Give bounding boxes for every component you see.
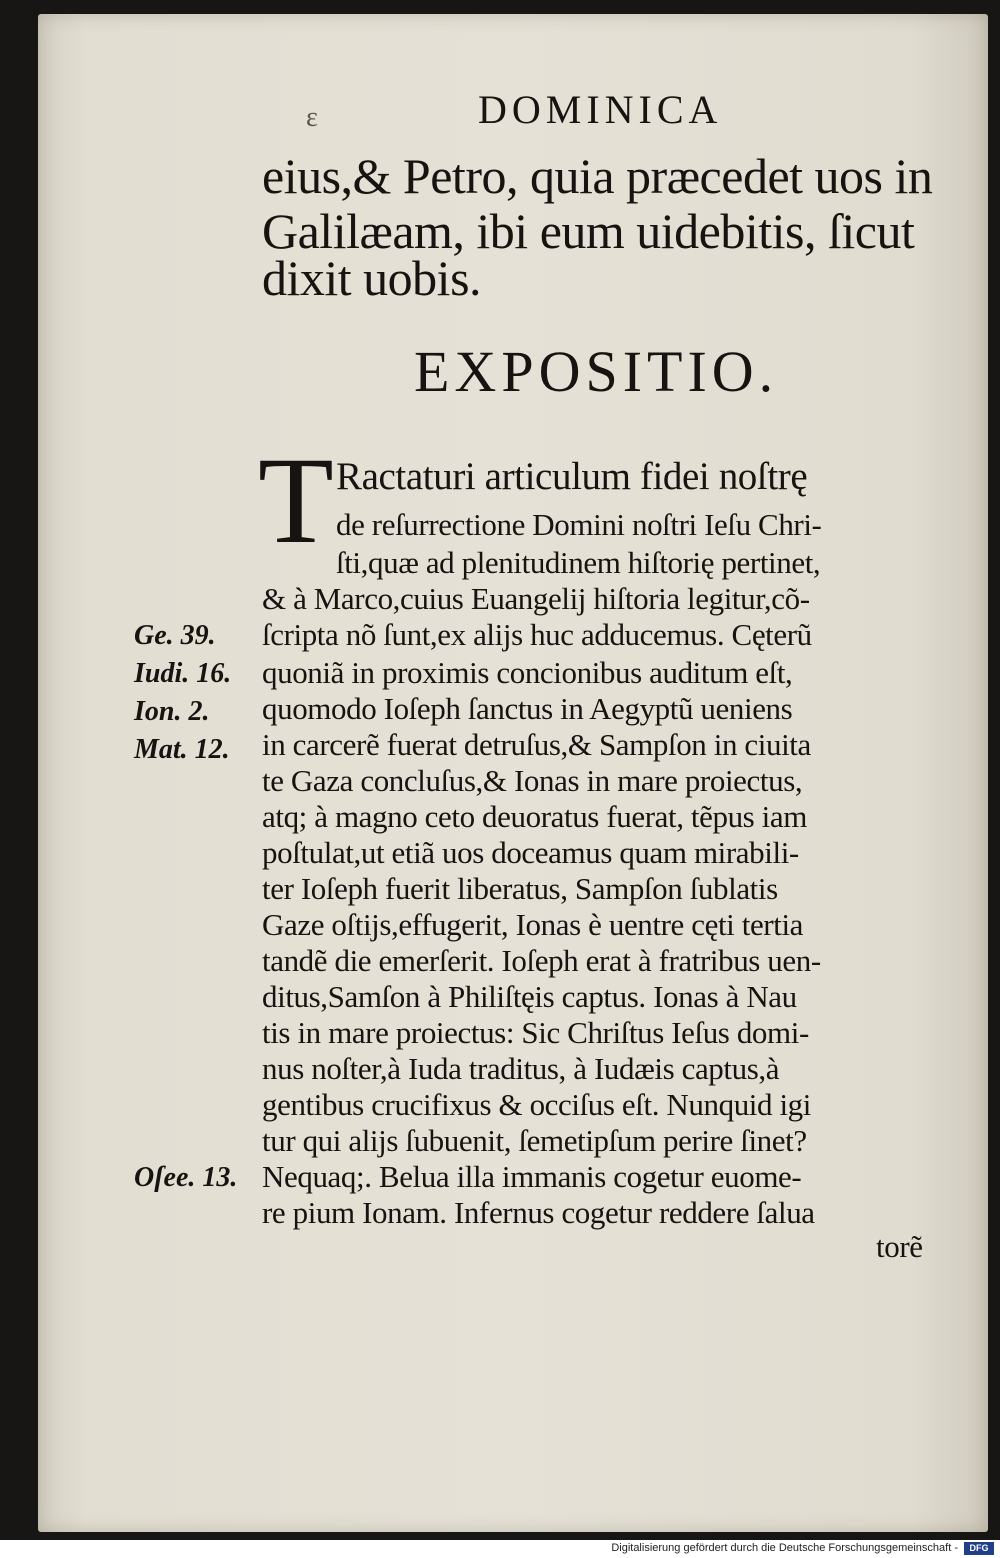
footer-credit: Digitalisierung gefördert durch die Deutsche Forschungsgemeinschaft - [611, 1542, 958, 1554]
text-line: quomodo Ioſeph ſanctus in Aegyptũ ueniens [262, 691, 793, 726]
ink-mark: ɛ [306, 102, 318, 133]
text-line: ſti,quæ ad plenitudinem hiſtorię pertinet, [336, 545, 821, 580]
drop-cap: T [258, 432, 334, 569]
margin-note: Ge. 39. [134, 620, 216, 651]
margin-note: Oſee. 13. [134, 1162, 238, 1193]
footer-bar [0, 1540, 1000, 1558]
text-line: gentibus crucifixus & occiſus eſt. Nunquid igi [262, 1087, 811, 1122]
gospel-line: Galilæam, ibi eum uidebitis, ſicut [262, 203, 915, 259]
text-line: re pium Ionam. Infernus cogetur reddere ſalua [262, 1195, 815, 1230]
text-line: ditus,Samſon à Philiſtęis captus. Ionas à Nau [262, 979, 797, 1014]
text-line: quoniã in proximis concionibus auditum eſt, [262, 655, 793, 690]
text-line: de reſurrectione Domini noſtri Ieſu Chri- [336, 507, 822, 542]
margin-note: Mat. 12. [134, 734, 230, 765]
text-line: atq; à magno ceto deuoratus fuerat, tẽpus iam [262, 799, 807, 834]
text-line: poſtulat,ut etiã uos doceamus quam mirabili- [262, 835, 799, 870]
gospel-line: eius,& Petro, quia præcedet uos in [262, 148, 933, 204]
catchword: torẽ [876, 1229, 923, 1264]
margin-note: Iudi. 16. [134, 658, 232, 689]
text-line: nus noſter,à Iuda traditus, à Iudæis captus,à [262, 1051, 780, 1086]
text-line: tur qui alijs ſubuenit, ſemetipſum perire ſinet? [262, 1123, 807, 1158]
text-line: te Gaza concluſus,& Ionas in mare proiectus, [262, 763, 803, 798]
section-heading: EXPOSITIO. [414, 339, 779, 404]
running-head: DOMINICA [478, 87, 723, 132]
gospel-line: dixit uobis. [262, 250, 482, 306]
margin-note: Ion. 2. [134, 696, 210, 727]
text-line: Gaze oſtijs,effugerit, Ionas è uentre cęti tertia [262, 907, 804, 942]
text-line: tandẽ die emerſerit. Ioſeph erat à fratribus uen- [262, 943, 821, 978]
text-line: Ractaturi articulum fidei noſtrę [336, 455, 808, 498]
text-line: tis in mare proiectus: Sic Chriſtus Ieſus domi- [262, 1015, 809, 1050]
text-line: in carcerẽ fuerat detruſus,& Sampſon in ciuita [262, 727, 811, 762]
text-line: ter Ioſeph fuerit liberatus, Sampſon ſublatis [262, 871, 778, 906]
text-line: ſcripta nõ ſunt,ex alijs huc adducemus. Cęterũ [262, 617, 812, 652]
text-line: & à Marco,cuius Euangelij hiſtoria legitur,cõ- [262, 581, 810, 616]
dfg-logo: DFG [964, 1542, 994, 1555]
text-line: Nequaq;. Belua illa immanis cogetur euome- [262, 1159, 802, 1194]
